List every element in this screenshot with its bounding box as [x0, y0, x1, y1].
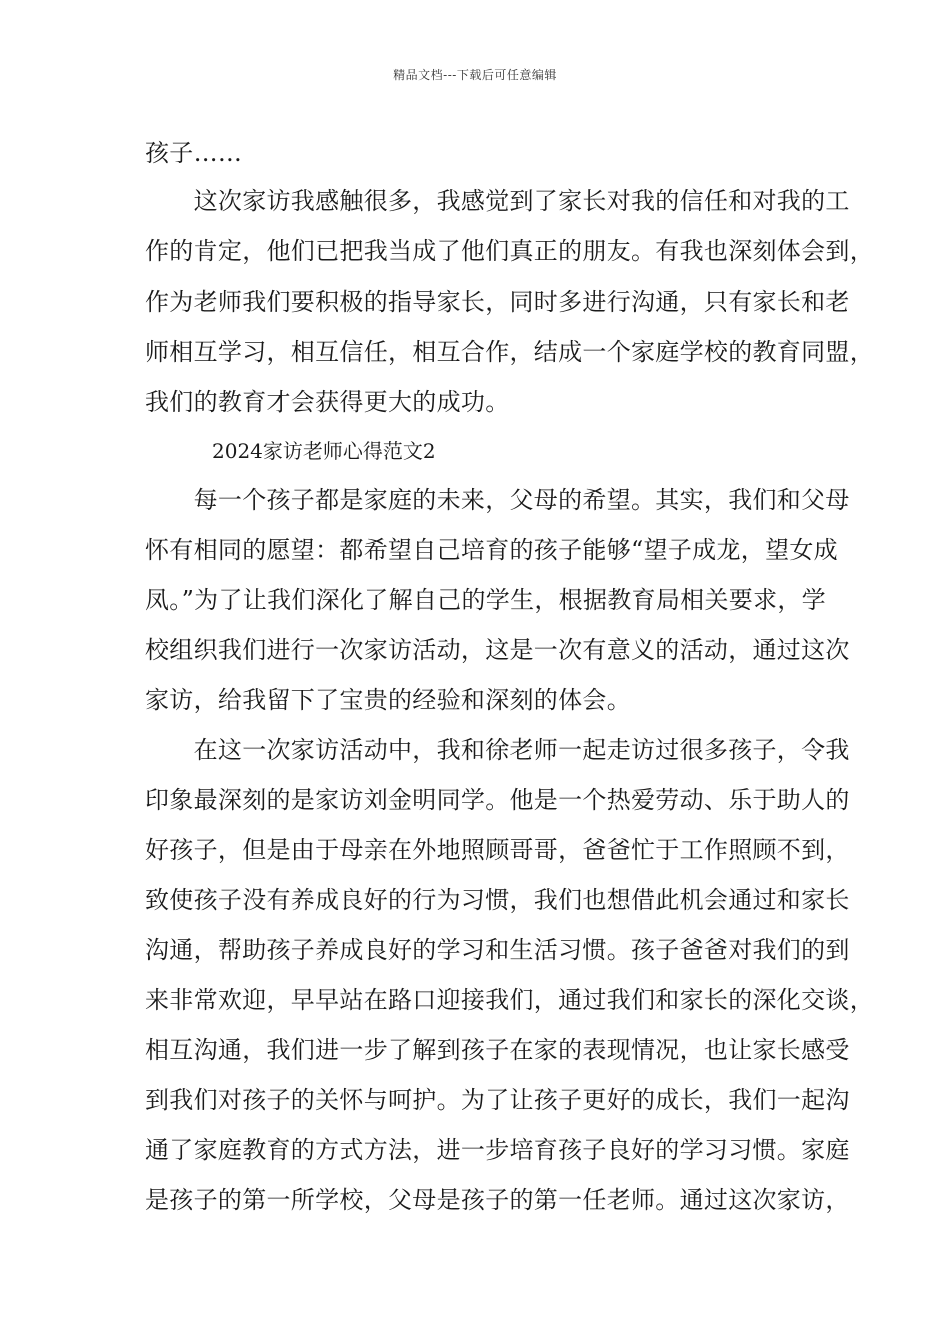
text-line: 作的肯定，他们已把我当成了他们真正的朋友。有我也深刻体会到，: [145, 237, 874, 265]
text-line: 作为老师我们要积极的指导家长，同时多进行沟通，只有家长和老: [145, 288, 850, 316]
text-line: 好孩子，但是由于母亲在外地照顾哥哥，爸爸忙于工作照顾不到，: [145, 836, 850, 864]
page-header: 精品文档---下载后可任意编辑: [393, 68, 557, 82]
text-line: 孩子……: [145, 139, 243, 167]
text-line: 凤。”为了让我们深化了解自己的学生，根据教育局相关要求，学: [145, 586, 826, 614]
text-line: 相互沟通，我们进一步了解到孩子在家的表现情况，也让家长感受: [145, 1036, 850, 1064]
text-line: 家访，给我留下了宝贵的经验和深刻的体会。: [145, 686, 631, 714]
text-line: 到我们对孩子的关怀与呵护。为了让孩子更好的成长，我们一起沟: [145, 1086, 850, 1114]
text-line: 沟通，帮助孩子养成良好的学习和生活习惯。孩子爸爸对我们的到: [145, 936, 850, 964]
text-line: 怀有相同的愿望：都希望自己培育的孩子能够“望子成龙，望女成: [145, 536, 838, 564]
text-line: 我们的教育才会获得更大的成功。: [145, 388, 510, 416]
text-line: 师相互学习，相互信任，相互合作，结成一个家庭学校的教育同盟，: [145, 338, 874, 366]
text-line: 通了家庭教育的方式方法，进一步培育孩子良好的学习习惯。家庭: [145, 1136, 850, 1164]
section-heading: 2024家访老师心得范文2: [212, 439, 436, 463]
text-line: 致使孩子没有养成良好的行为习惯，我们也想借此机会通过和家长: [145, 886, 850, 914]
text-line: 这次家访我感触很多，我感觉到了家长对我的信任和对我的工: [145, 187, 850, 215]
text-line: 来非常欢迎，早早站在路口迎接我们，通过我们和家长的深化交谈，: [145, 986, 874, 1014]
text-line: 校组织我们进行一次家访活动，这是一次有意义的活动，通过这次: [145, 636, 850, 664]
text-line: 是孩子的第一所学校，父母是孩子的第一任老师。通过这次家访，: [145, 1186, 850, 1214]
text-line: 每一个孩子都是家庭的未来，父母的希望。其实，我们和父母: [145, 486, 850, 514]
text-line: 印象最深刻的是家访刘金明同学。他是一个热爱劳动、乐于助人的: [145, 786, 850, 814]
text-line: 在这一次家访活动中，我和徐老师一起走访过很多孩子，令我: [145, 736, 850, 764]
